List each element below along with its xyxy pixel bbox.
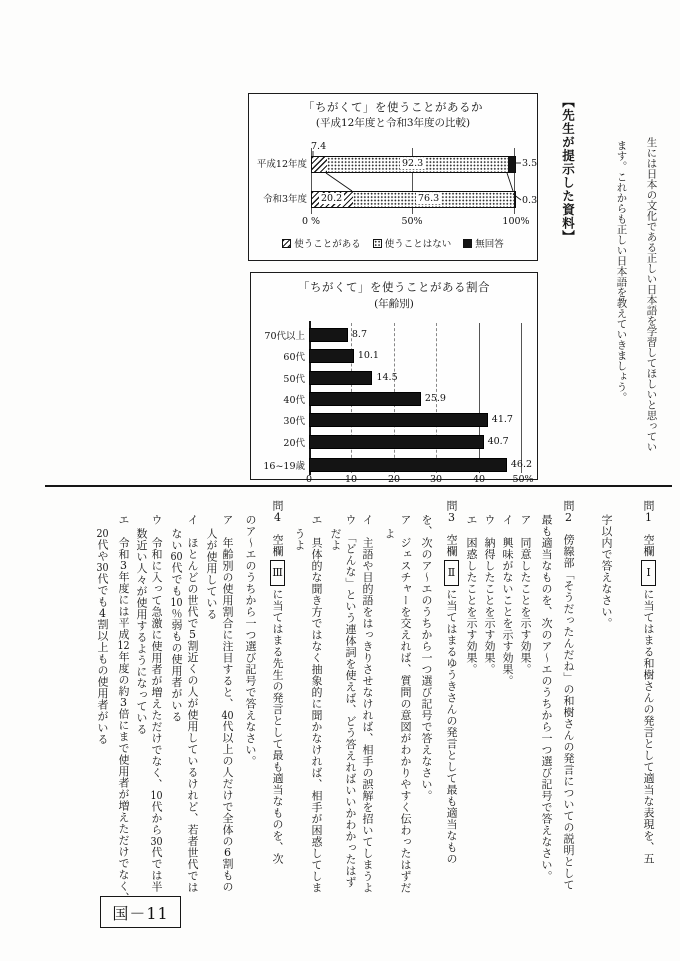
bar-row-70s <box>251 327 367 342</box>
age-chart-title: 「ちがくて」を使うことがある割合 <box>298 280 490 294</box>
bar-row-60s <box>251 348 379 363</box>
hatch-swatch-icon <box>282 239 291 248</box>
bar-row-16-19 <box>251 457 532 472</box>
q4-option-u: ウ 令和に入って急激に使用者が増えただけでなく、10代から30代では半 <box>150 514 163 893</box>
value-label-3-5: 3.5 <box>522 158 538 169</box>
legend-item-not-use <box>373 236 452 250</box>
age-label-70s: 70代以上 <box>264 330 305 342</box>
intro-text-column-2: ます。これからも正しい日本語を教えていきましょう。 <box>615 140 628 403</box>
legend-item-uses <box>282 236 361 250</box>
xtick2-30: 30 <box>429 474 443 485</box>
value-label-0-3: 0.3 <box>522 195 538 206</box>
bar-30s <box>309 413 488 427</box>
q4-option-i-cont: ない60代でも10％弱もの使用者がいる <box>170 528 183 723</box>
solid-swatch-icon <box>463 239 472 248</box>
q3-option-e: エ 具体的な聞き方ではなく抽象的に聞かなければ、相手が困惑してしま <box>310 514 323 894</box>
comparison-chart <box>248 93 538 261</box>
age-label-50s: 50代 <box>283 373 305 385</box>
q3-option-u-cont: だよ <box>329 528 342 551</box>
value-label-20-2: 20.2 <box>321 193 343 204</box>
q4-option-e: エ 令和3年度には平成12年度の約3倍にまで使用者が増えただけでなく、 <box>117 514 130 904</box>
bar-row-40s <box>251 391 446 406</box>
xtick-100pct: 100% <box>502 216 530 227</box>
bar-value-60s: 10.1 <box>357 350 379 361</box>
xtick2-20: 20 <box>387 474 401 485</box>
page-number: 国－11 <box>112 903 169 923</box>
q3-option-u: ウ 「どんな」という連体詞を使えば、どう答えればいいかわかったはず <box>344 514 357 888</box>
q2-option-e: エ 困惑したことを示す効果。 <box>465 514 478 675</box>
bar-16-19 <box>309 458 507 472</box>
xtick-50pct: 50% <box>401 216 423 227</box>
xtick2-50: 50% <box>512 474 534 485</box>
q1-column-1: 問1 空欄Ⅰに当てはまる和樹さんの発言として適当な表現を、五 <box>642 500 655 865</box>
q2-option-u: ウ 納得したことを示す効果。 <box>483 514 496 675</box>
legend <box>249 236 537 250</box>
bar-value-70s: 8.7 <box>351 329 367 340</box>
bar-row-30s <box>251 412 513 427</box>
bar-value-40s: 25.9 <box>424 393 446 404</box>
bar-value-50s: 14.5 <box>376 372 398 383</box>
bar-row-50s <box>251 370 398 385</box>
legend-label-uses: 使うことがある <box>294 239 361 250</box>
q3-option-e-cont: うよ <box>293 528 306 551</box>
q1-column-2: 字以内で答えなさい。 <box>600 514 613 629</box>
age-label-30s: 30代 <box>283 415 305 427</box>
q3-column-1: 問3 空欄Ⅱに当てはまるゆうきさんの発言として最も適当なもの <box>445 500 458 865</box>
q2-option-a: ア 同意したことを示す効果。 <box>519 514 532 675</box>
gridline-50 <box>521 323 522 473</box>
q3-option-a-cont: よ <box>383 528 396 540</box>
q3-option-i: イ 主語や目的語をはっきりさせなければ、相手の誤解を招いてしまうよ <box>361 514 374 894</box>
bar-50s <box>309 371 372 385</box>
q3-option-a: ア ジェスチャーを交えれば、質問の意図がわかりやすく伝わったはずだ <box>399 514 412 894</box>
value-label-76-3: 76.3 <box>418 193 440 204</box>
q4-option-a: ア 年齢別の使用割合に注目すると、40代以上の人だけで全体の6割もの <box>221 514 234 893</box>
comparison-chart-subtitle: (平成12年度と令和3年度の比較) <box>315 117 471 129</box>
xtick-0pct: 0 % <box>301 216 321 227</box>
comparison-chart-title: 「ちがくて」を使うことがあるか <box>303 100 483 114</box>
age-label-16-19: 16~19歳 <box>263 460 305 472</box>
q4-option-a-cont: 人が使用している <box>205 528 218 620</box>
q4-column-2: のア～エのうちから一つ選び記号で答えなさい。 <box>244 514 257 767</box>
age-label-40s: 40代 <box>283 394 305 406</box>
section-divider <box>45 485 672 487</box>
bar-value-30s: 41.7 <box>491 414 513 425</box>
q2-column-1: 問2 傍線部「そうだったんだね」の和樹さんの発言についての説明として <box>562 500 575 891</box>
xtick2-10: 10 <box>344 474 358 485</box>
q2-option-i: イ 興味がないことを示す効果。 <box>501 514 514 687</box>
bar-70s <box>309 328 348 342</box>
bar-value-16-19: 46.2 <box>510 459 533 470</box>
legend-label-noanswer: 無回答 <box>475 239 504 250</box>
legend-item-noanswer <box>463 236 504 250</box>
value-label-7-4: 7.4 <box>311 141 327 152</box>
q4-option-u-cont: 数近い人々が使用するようになっている <box>135 528 148 735</box>
age-chart <box>250 272 538 485</box>
xtick2-40: 40 <box>472 474 486 485</box>
q4-option-i: イ ほとんどの世代で5割近くの人が使用しているけれど、若者世代では <box>186 514 199 893</box>
intro-text-column-1: 生には日本の文化である正しい日本語を学習してほしいと思ってい <box>645 137 658 452</box>
bar-40s <box>309 392 421 406</box>
age-label-20s: 20代 <box>283 437 305 449</box>
bar-value-20s: 40.7 <box>487 436 509 447</box>
bar-row-20s <box>251 434 509 449</box>
q3-column-2: を、次のア～エのうちから一つ選び記号で答えなさい。 <box>420 514 433 802</box>
age-label-60s: 60代 <box>283 351 305 363</box>
bar-60s <box>309 349 354 363</box>
q2-column-2: 最も適当なものを、次のア～エのうちから一つ選び記号で答えなさい。 <box>540 514 553 882</box>
bar-20s <box>309 435 484 449</box>
row-label-heisei12: 平成12年度 <box>256 159 307 170</box>
q4-option-e-cont: 20代や30代でも4割以上もの使用者がいる <box>96 528 109 745</box>
q4-column-1: 問4 空欄Ⅲに当てはまる先生の発言として最も適当なものを、次 <box>271 500 284 865</box>
material-heading: 【先生が提示した資料】 <box>560 95 576 244</box>
value-label-92-3: 92.3 <box>402 158 424 169</box>
gridline-40 <box>479 323 480 473</box>
legend-label-not-use: 使うことはない <box>384 239 452 250</box>
dots-swatch-icon <box>373 239 382 248</box>
page-number-box <box>100 896 181 928</box>
row-label-reiwa3: 令和3年度 <box>262 194 307 205</box>
xtick2-0: 0 <box>305 474 313 485</box>
age-chart-subtitle: (年齢別) <box>374 298 414 310</box>
